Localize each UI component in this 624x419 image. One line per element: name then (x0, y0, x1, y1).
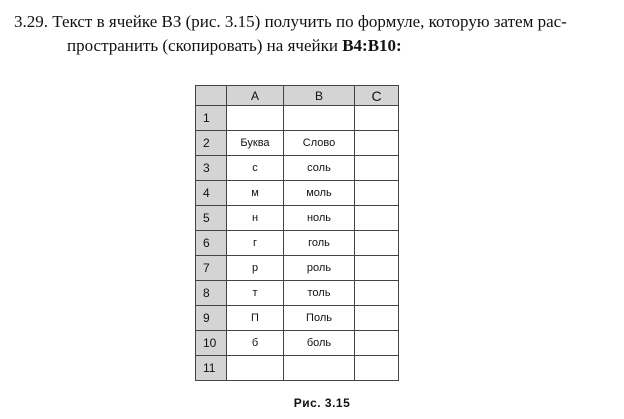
cell-b: голь (284, 231, 355, 256)
table-row (196, 131, 399, 156)
table-row (196, 156, 399, 181)
cell-c (355, 156, 399, 181)
spreadsheet-figure (195, 85, 399, 381)
row-header: 9 (196, 306, 227, 331)
cell-c (355, 106, 399, 131)
column-header-c: C (355, 86, 399, 106)
column-header-row (196, 86, 399, 106)
cell-b (284, 356, 355, 381)
row-header: 2 (196, 131, 227, 156)
cell-a: р (227, 256, 284, 281)
cell-a: с (227, 156, 284, 181)
cell-a: б (227, 331, 284, 356)
row-header: 7 (196, 256, 227, 281)
problem-statement (14, 10, 614, 58)
row-header: 4 (196, 181, 227, 206)
cell-a: м (227, 181, 284, 206)
problem-text-line-1: Текст в ячейке ВЗ (рис. 3.15) получить по формуле, которую затем рас- (52, 12, 567, 31)
cell-b: моль (284, 181, 355, 206)
table-row (196, 306, 399, 331)
cell-b: Слово (284, 131, 355, 156)
cell-a: т (227, 281, 284, 306)
problem-line-2 (14, 34, 614, 58)
row-header: 1 (196, 106, 227, 131)
problem-text-line-2: пространить (скопировать) на ячейки (67, 36, 343, 55)
cell-c (355, 331, 399, 356)
cell-c (355, 306, 399, 331)
cell-a (227, 356, 284, 381)
cell-c (355, 181, 399, 206)
cell-b: Поль (284, 306, 355, 331)
row-header: 5 (196, 206, 227, 231)
cell-range: B4:B10: (342, 36, 402, 55)
cell-c (355, 206, 399, 231)
cell-b: толь (284, 281, 355, 306)
corner-cell (196, 86, 227, 106)
cell-b: роль (284, 256, 355, 281)
table-row (196, 331, 399, 356)
cell-a (227, 106, 284, 131)
cell-b: ноль (284, 206, 355, 231)
row-header: 3 (196, 156, 227, 181)
row-header: 10 (196, 331, 227, 356)
column-header-b: B (284, 86, 355, 106)
cell-c (355, 231, 399, 256)
table-row (196, 231, 399, 256)
cell-b: боль (284, 331, 355, 356)
cell-c (355, 281, 399, 306)
problem-line-1 (14, 10, 614, 34)
cell-b (284, 106, 355, 131)
cell-b: соль (284, 156, 355, 181)
cell-c (355, 356, 399, 381)
cell-a: Буква (227, 131, 284, 156)
table-row (196, 281, 399, 306)
cell-c (355, 131, 399, 156)
cell-a: н (227, 206, 284, 231)
table-row (196, 356, 399, 381)
problem-number: 3.29. (14, 12, 48, 31)
cell-a: г (227, 231, 284, 256)
figure-caption: Рис. 3.15 (293, 396, 351, 410)
table-row (196, 181, 399, 206)
table-row (196, 256, 399, 281)
row-header: 8 (196, 281, 227, 306)
row-header: 6 (196, 231, 227, 256)
cell-c (355, 256, 399, 281)
table-row (196, 106, 399, 131)
cell-a: П (227, 306, 284, 331)
column-header-a: A (227, 86, 284, 106)
row-header: 11 (196, 356, 227, 381)
table-row (196, 206, 399, 231)
